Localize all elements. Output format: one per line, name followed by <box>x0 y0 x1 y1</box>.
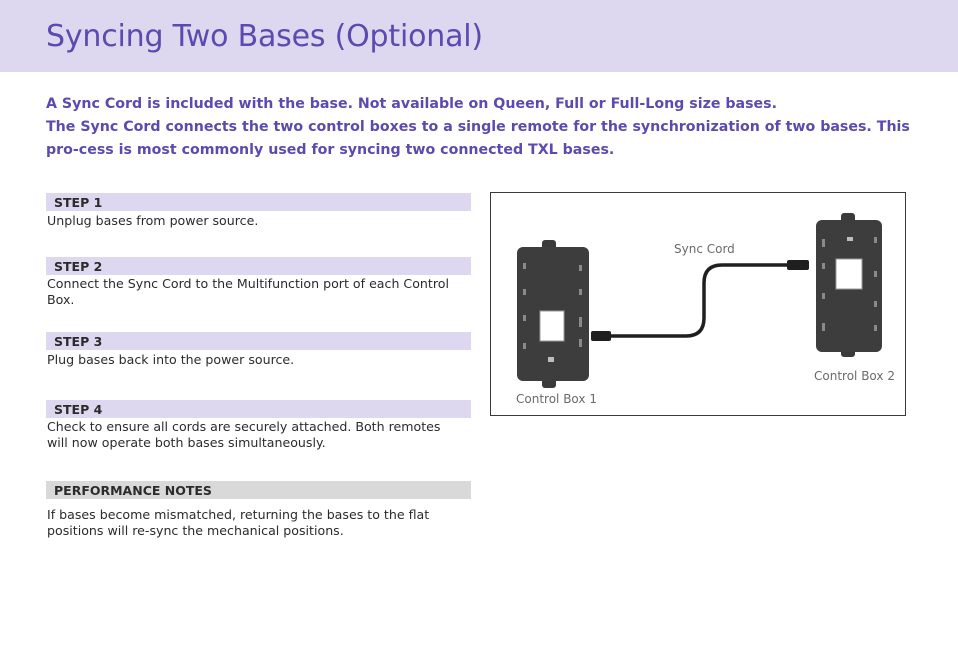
step-1-header <box>46 193 471 211</box>
step-4-label: STEP 4 <box>54 402 103 417</box>
control-box-1-illustration <box>517 240 589 388</box>
sync-cord-diagram <box>490 192 906 416</box>
intro-line-1: A Sync Cord is included with the base. Not available on Queen, Full or Full-Long size bases. <box>46 96 778 112</box>
step-1-label: STEP 1 <box>54 195 103 210</box>
page-header <box>0 0 958 72</box>
intro-text <box>46 93 916 162</box>
step-2-label: STEP 2 <box>54 259 103 274</box>
performance-notes-text: If bases become mismatched, returning the bases to the flat positions will re-sync the mechanical positions. <box>47 507 430 538</box>
page-title: Syncing Two Bases (Optional) <box>46 19 483 54</box>
performance-notes-header <box>46 481 471 499</box>
step-3-header <box>46 332 471 350</box>
step-2-text: Connect the Sync Cord to the Multifunction port of each Control Box. <box>47 276 449 307</box>
performance-notes-label: PERFORMANCE NOTES <box>54 483 212 498</box>
control-box-2-illustration <box>816 213 882 357</box>
step-3-label: STEP 3 <box>54 334 103 349</box>
step-1-text: Unplug bases from power source. <box>47 213 259 228</box>
control-box-1-label: Control Box 1 <box>516 392 597 406</box>
step-4-text: Check to ensure all cords are securely attached. Both remotes will now operate both bases simultaneously. <box>47 419 441 450</box>
step-4-header <box>46 400 471 418</box>
sync-cord-label: Sync Cord <box>674 242 735 256</box>
sync-cord-illustration <box>591 260 809 341</box>
control-box-2-label: Control Box 2 <box>814 369 895 383</box>
step-2-header <box>46 257 471 275</box>
step-3-text: Plug bases back into the power source. <box>47 352 295 367</box>
intro-line-2: The Sync Cord connects the two control boxes to a single remote for the synchronization of two bases. This pro-cess is most commonly used for syncing two connected TXL bases. <box>46 119 910 158</box>
